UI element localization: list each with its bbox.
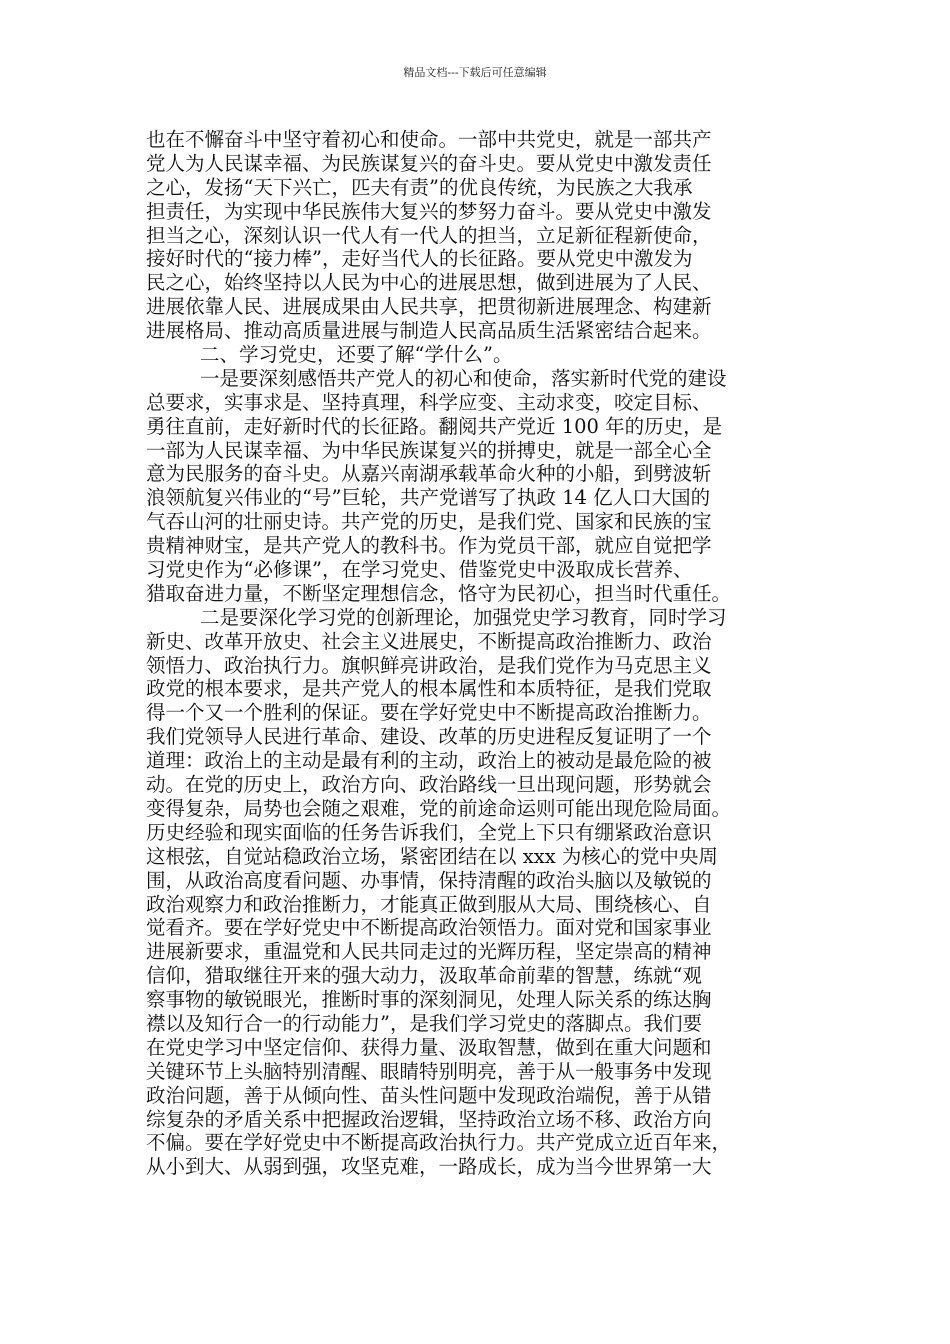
text-line: 进展新要求，重温党和人民共同走过的光辉历程，坚定崇高的精神	[146, 940, 712, 964]
text-line: 动。在党的历史上，政治方向、政治路线一旦出现问题，形势就会	[146, 773, 712, 797]
text-line: 勇往直前，走好新时代的长征路。翻阅共产党近 100 年的历史，是	[146, 414, 723, 438]
text-line: 一是要深刻感悟共产党人的初心和使命，落实新时代党的建设	[200, 366, 727, 390]
text-line: 进展格局、推动高质量进展与制造人民高品质生活紧密结合起来。	[146, 319, 712, 343]
text-line: 政治观察力和政治推断力，才能真正做到服从大局、围绕核心、自	[146, 892, 712, 916]
text-line: 在党史学习中坚定信仰、获得力量、汲取智慧，做到在重大问题和	[146, 1035, 712, 1059]
text-line: 气吞山河的壮丽史诗。共产党的历史，是我们党、国家和民族的宝	[146, 510, 712, 534]
text-line: 猎取奋进力量，不断坚定理想信念，恪守为民初心，担当时代重任。	[146, 581, 732, 605]
text-line: 这根弦，自觉站稳政治立场，紧密团结在以 xxx 为核心的党中央周	[146, 844, 718, 868]
text-line: 我们党领导人民进行革命、建设、改革的历史进程反复证明了一个	[146, 725, 712, 749]
text-line: 政党的根本要求，是共产党人的根本属性和本质特征，是我们党取	[146, 677, 712, 701]
text-line: 关键环节上头脑特别清醒、眼睛特别明亮，善于从一般事务中发现	[146, 1059, 712, 1083]
text-line: 总要求，实事求是、坚持真理，科学应变、主动求变，咬定目标、	[146, 390, 712, 414]
text-line: 担责任，为实现中华民族伟大复兴的梦努力奋斗。要从党史中激发	[146, 199, 712, 223]
text-line: 意为民服务的奋斗史。从嘉兴南湖承载革命火种的小船，到劈波斩	[146, 462, 712, 486]
text-line: 察事物的敏锐眼光，推断时事的深刻洞见，处理人际关系的练达胸	[146, 988, 712, 1012]
text-line: 习党史作为“必修课”，在学习党史、借鉴党史中汲取成长营养、	[146, 558, 693, 582]
text-line: 贵精神财宝，是共产党人的教科书。作为党员干部，就应自觉把学	[146, 534, 712, 558]
text-line: 综复杂的矛盾关系中把握政治逻辑，坚持政治立场不移、政治方向	[146, 1107, 712, 1131]
text-line: 浪领航复兴伟业的“号”巨轮，共产党谱写了执政 14 亿人口大国的	[146, 486, 711, 510]
text-line: 二是要深化学习党的创新理论，加强党史学习教育，同时学习	[200, 605, 727, 629]
text-line: 接好时代的“接力棒”，走好当代人的长征路。要从党史中激发为	[146, 247, 693, 271]
text-line: 得一个又一个胜利的保证。要在学好党史中不断提高政治推断力。	[146, 701, 712, 725]
text-line: 信仰，猎取继往开来的强大动力，汲取革命前辈的智慧，练就“观	[146, 964, 702, 988]
text-line: 担当之心，深刻认识一代人有一代人的担当，立足新征程新使命，	[146, 223, 712, 247]
text-line: 领悟力、政治执行力。旗帜鲜亮讲政治，是我们党作为马克思主义	[146, 653, 712, 677]
text-line: 之心，发扬“天下兴亡，匹夫有责”的优良传统，为民族之大我承	[146, 175, 693, 199]
text-line: 不偏。要在学好党史中不断提高政治执行力。共产党成立近百年来，	[146, 1131, 732, 1155]
text-line: 二、学习党史，还要了解“学什么”。	[200, 343, 513, 367]
text-line: 历史经验和现实面临的任务告诉我们，全党上下只有绷紧政治意识	[146, 820, 712, 844]
text-line: 也在不懈奋斗中坚守着初心和使命。一部中共党史，就是一部共产	[146, 128, 712, 151]
text-line: 围，从政治高度看问题、办事情，保持清醒的政治头脑以及敏锐的	[146, 868, 712, 892]
text-line: 政治问题，善于从倾向性、苗头性问题中发现政治端倪，善于从错	[146, 1083, 712, 1107]
text-line: 觉看齐。要在学好党史中不断提高政治领悟力。面对党和国家事业	[146, 916, 712, 940]
text-line: 从小到大、从弱到强，攻坚克难，一路成长，成为当今世界第一大	[146, 1155, 712, 1179]
text-line: 道理：政治上的主动是最有利的主动，政治上的被动是最危险的被	[146, 749, 712, 773]
page-header: 精品文档---下载后可任意编辑	[403, 66, 547, 79]
text-line: 民之心，始终坚持以人民为中心的进展思想，做到进展为了人民、	[146, 271, 712, 295]
text-line: 党人为人民谋幸福、为民族谋复兴的奋斗史。要从党史中激发责任	[146, 151, 712, 175]
text-line: 一部为人民谋幸福、为中华民族谋复兴的拼搏史，就是一部全心全	[146, 438, 712, 462]
text-line: 变得复杂，局势也会随之艰难，党的前途命运则可能出现危险局面。	[146, 796, 732, 820]
text-line: 新史、改革开放史、社会主义进展史，不断提高政治推断力、政治	[146, 629, 712, 653]
text-line: 进展依靠人民、进展成果由人民共享，把贯彻新进展理念、构建新	[146, 295, 712, 319]
text-line: 襟以及知行合一的行动能力”，是我们学习党史的落脚点。我们要	[146, 1011, 702, 1035]
document-body	[146, 128, 810, 1179]
